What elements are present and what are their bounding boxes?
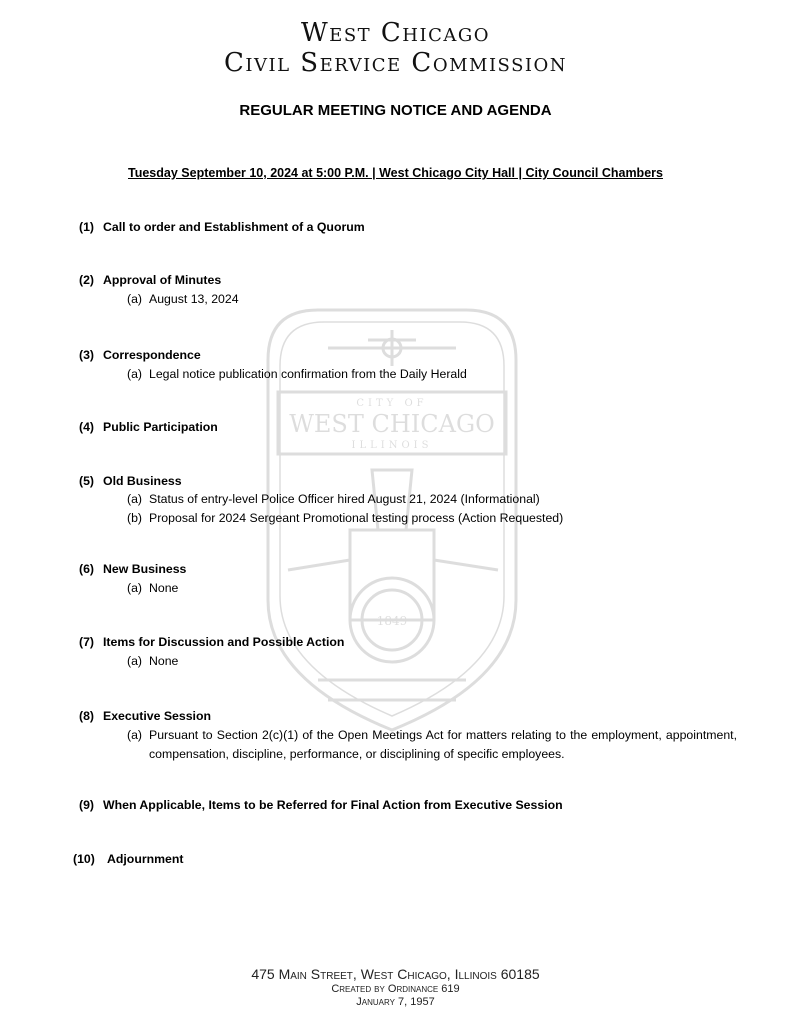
agenda-item-title: Executive Session bbox=[103, 709, 211, 723]
subitem-text: Proposal for 2024 Sergeant Promotional testing process (Action Requested) bbox=[149, 511, 564, 525]
subitem-text: Legal notice publication confirmation from the Daily Herald bbox=[149, 367, 467, 381]
agenda-item-title: Adjournment bbox=[107, 852, 184, 866]
agenda-item-title: Approval of Minutes bbox=[103, 273, 222, 287]
agenda-item-number: (4) bbox=[79, 420, 95, 434]
watermark-city-name: WEST CHICAGO bbox=[289, 410, 495, 438]
agenda-item-7 bbox=[79, 635, 344, 649]
agenda-subitem bbox=[127, 726, 737, 764]
subitem-letter: (a) bbox=[127, 492, 143, 506]
agenda-item-number: (5) bbox=[79, 474, 95, 488]
subitem-text: August 13, 2024 bbox=[149, 292, 239, 306]
footer-address: 475 Main Street, West Chicago, Illinois 60185 bbox=[251, 966, 540, 982]
agenda-item-8 bbox=[79, 709, 211, 723]
agenda-item-2 bbox=[79, 273, 221, 287]
org-name-line2: Civil Service Commission bbox=[223, 48, 568, 78]
agenda-item-title: When Applicable, Items to be Referred for Final Action from Executive Session bbox=[103, 798, 563, 812]
footer-ordinance: Created by Ordinance 619 bbox=[331, 983, 460, 995]
subitem-letter: (a) bbox=[127, 292, 143, 306]
agenda-item-6 bbox=[79, 562, 186, 576]
watermark-year: 1849 bbox=[376, 614, 408, 628]
agenda-item-number: (1) bbox=[79, 220, 95, 234]
agenda-item-4 bbox=[79, 420, 218, 434]
subitem-letter: (a) bbox=[127, 367, 143, 381]
agenda-item-number: (9) bbox=[79, 798, 95, 812]
agenda-item-title: New Business bbox=[103, 562, 187, 576]
watermark-city-of: CITY OF bbox=[356, 398, 428, 409]
meeting-details: Tuesday September 10, 2024 at 5:00 P.M. | West Chicago City Hall | City Council Chambers bbox=[128, 166, 663, 180]
agenda-item-number: (8) bbox=[79, 709, 95, 723]
agenda-item-number: (2) bbox=[79, 273, 95, 287]
subitem-text: Pursuant to Section 2(c)(1) of the Open Meetings Act for matters relating to the employment, appointment, compensation, discipline, performance, or disciplining of specific employees. bbox=[149, 728, 737, 761]
org-name-line1: West Chicago bbox=[300, 18, 491, 48]
agenda-item-number: (10) bbox=[73, 852, 95, 866]
agenda-item-number: (7) bbox=[79, 635, 95, 649]
agenda-item-title: Correspondence bbox=[103, 348, 201, 362]
agenda-item-title: Old Business bbox=[103, 474, 182, 488]
watermark-state: ILLINOIS bbox=[351, 440, 433, 451]
subitem-text: None bbox=[149, 581, 179, 595]
agenda-item-title: Items for Discussion and Possible Action bbox=[103, 635, 345, 649]
agenda-item-5 bbox=[79, 474, 182, 488]
agenda-item-number: (3) bbox=[79, 348, 95, 362]
agenda-item-1 bbox=[79, 220, 365, 234]
subitem-letter: (a) bbox=[127, 728, 143, 742]
agenda-item-title: Call to order and Establishment of a Quorum bbox=[103, 220, 365, 234]
subitem-text: None bbox=[149, 654, 179, 668]
agenda-item-title: Public Participation bbox=[103, 420, 218, 434]
agenda-item-3 bbox=[79, 348, 201, 362]
subitem-letter: (b) bbox=[127, 511, 143, 525]
document-subtitle: REGULAR MEETING NOTICE AND AGENDA bbox=[239, 102, 552, 119]
agenda-item-10 bbox=[73, 852, 184, 866]
agenda-item-9 bbox=[79, 798, 563, 812]
footer-date: January 7, 1957 bbox=[356, 996, 435, 1008]
subitem-letter: (a) bbox=[127, 654, 143, 668]
agenda-item-number: (6) bbox=[79, 562, 95, 576]
subitem-text: Status of entry-level Police Officer hired August 21, 2024 (Informational) bbox=[149, 492, 540, 506]
subitem-letter: (a) bbox=[127, 581, 143, 595]
